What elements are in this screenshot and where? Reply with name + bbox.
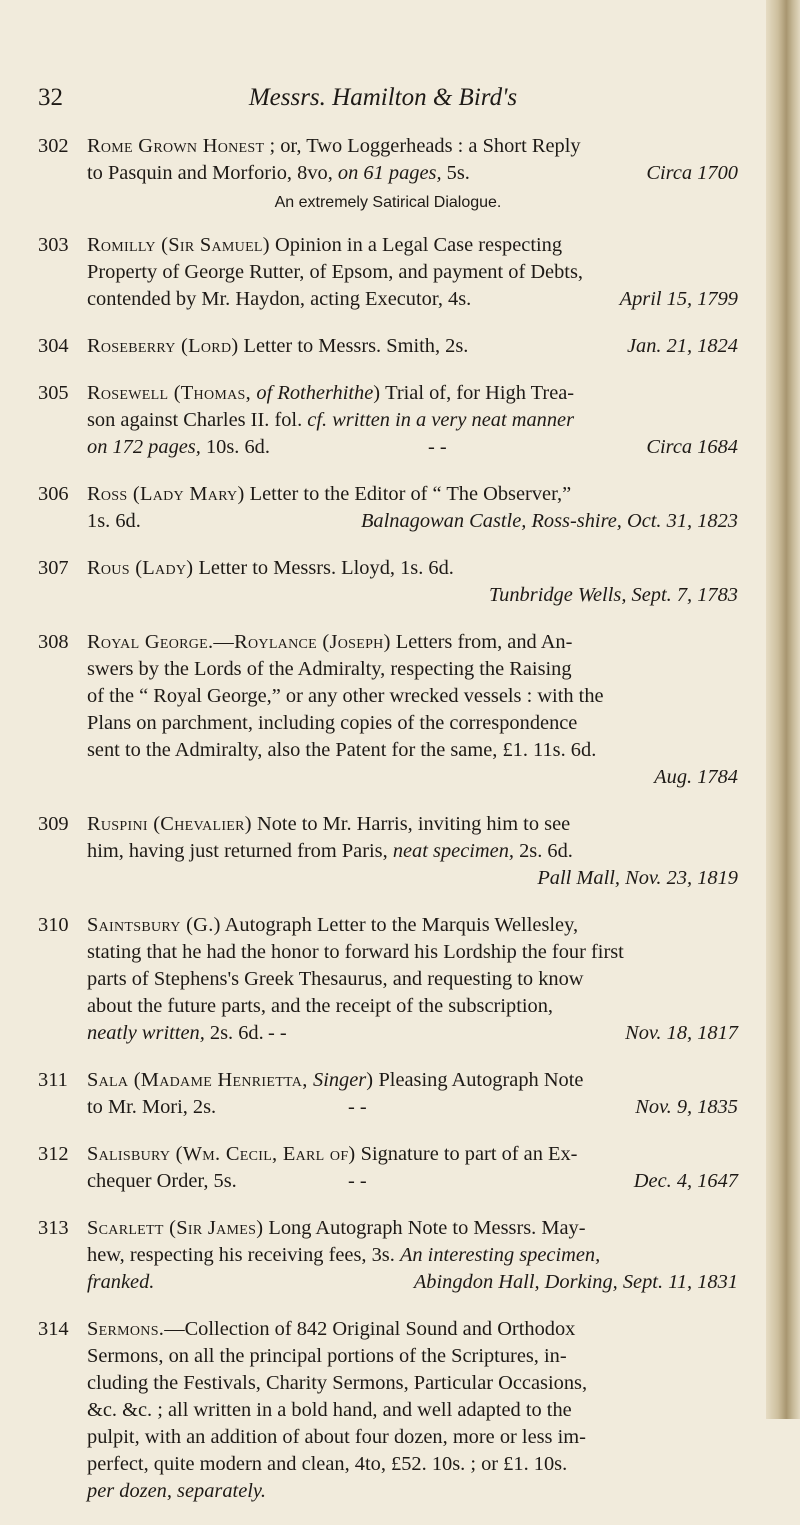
entry-date: Circa 1700 <box>646 162 738 184</box>
entry-date: Pall Mall, Nov. 23, 1819 <box>537 867 738 889</box>
entry-number: 311 <box>38 1069 68 1091</box>
catalogue-entry-304 <box>38 333 738 360</box>
catalogue-entry-303 <box>38 232 738 313</box>
entry-number: 310 <box>38 914 69 936</box>
running-title: Messrs. Hamilton & Bird's <box>248 84 518 111</box>
entry-date: Balnagowan Castle, Ross-shire, Oct. 31, 1823 <box>360 510 738 532</box>
entry-text: Letter to Messrs. Smith, 2s. <box>238 335 469 357</box>
entry-number: 314 <box>38 1318 69 1340</box>
entry-text: &c. &c. ; all written in a bold hand, and well adapted to the <box>87 1399 572 1421</box>
entry-name: Salisbury (Wm. Cecil, Earl of) <box>87 1143 356 1165</box>
entry-note: An extremely Satirical Dialogue. <box>274 194 502 211</box>
entry-text-italic: neatly written, <box>87 1022 205 1044</box>
entry-text: Letter to the Editor of “ The Observer,” <box>244 483 572 505</box>
entry-text: Plans on parchment, including copies of the correspondence <box>87 712 578 734</box>
entry-dash: - - <box>348 1170 367 1192</box>
entry-name: Rous (Lady) <box>87 557 194 579</box>
entry-text: —Collection of 842 Original Sound and Orthodox <box>164 1318 576 1340</box>
entry-text: Opinion in a Legal Case respecting <box>269 234 563 256</box>
catalogue-entry-307 <box>38 555 738 609</box>
entry-text: Letters from, and An- <box>390 631 573 653</box>
entry-name-secondary: —Roylance (Joseph) <box>213 631 391 653</box>
entry-name: Ruspini (Chevalier) <box>87 813 252 835</box>
entry-text: 5s. <box>441 162 470 184</box>
entry-text: ; or, Two Loggerheads : a Short Reply <box>264 135 581 157</box>
entry-number: 308 <box>38 631 69 653</box>
entry-text: about the future parts, and the receipt of the subscription, <box>87 995 554 1017</box>
entry-name: Ross (Lady Mary) <box>87 483 245 505</box>
entry-name-italic: of Rotherhithe <box>256 382 374 404</box>
entry-text: Long Autograph Note to Messrs. May- <box>263 1217 586 1239</box>
catalogue-entry-308 <box>38 629 738 791</box>
entry-name: Romilly (Sir Samuel) <box>87 234 270 256</box>
entry-text: perfect, quite modern and clean, 4to, £52. 10s. ; or £1. 10s. <box>87 1453 568 1475</box>
entry-number: 303 <box>38 234 69 256</box>
catalogue-entry-309 <box>38 811 738 892</box>
entry-dash: - - <box>268 1022 287 1044</box>
entry-text-italic: cf. written in a very neat manner <box>307 409 575 431</box>
entry-number: 302 <box>38 135 69 157</box>
entry-text: swers by the Lords of the Admiralty, respecting the Raising <box>87 658 572 680</box>
entry-name: Sala (Madame Henrietta, <box>87 1069 313 1091</box>
page-number: 32 <box>38 84 63 111</box>
catalogue-entry-311 <box>38 1067 738 1121</box>
entry-date: Jan. 21, 1824 <box>626 335 738 357</box>
entry-date: Circa 1684 <box>646 436 738 458</box>
entry-text: chequer Order, 5s. <box>87 1170 237 1192</box>
catalogue-entry-314 <box>38 1316 738 1505</box>
entry-text: hew, respecting his receiving fees, 3s. <box>87 1244 400 1266</box>
entry-text: Pleasing Autograph Note <box>373 1069 584 1091</box>
entry-name: Royal George. <box>87 631 214 653</box>
entry-text: 2s. 6d. <box>513 840 573 862</box>
entry-text-italic: on 61 pages, <box>337 162 442 184</box>
entry-text: cluding the Festivals, Charity Sermons, Particular Occasions, <box>87 1372 588 1394</box>
catalogue-entries <box>38 133 738 1525</box>
entry-name-italic: Singer <box>313 1069 367 1091</box>
entry-text: stating that he had the honor to forward his Lordship the four first <box>87 941 624 963</box>
entry-name-end: ) <box>366 1069 374 1091</box>
page-edge-shadow <box>766 0 800 1419</box>
catalogue-entry-305 <box>38 380 738 461</box>
entry-text-italic: neat specimen, <box>392 840 514 862</box>
entry-text: Autograph Letter to the Marquis Wellesley, <box>220 914 579 936</box>
entry-name: Scarlett (Sir James) <box>87 1217 264 1239</box>
entry-name-end: ) <box>373 382 381 404</box>
entry-text: Trial of, for High Trea- <box>380 382 575 404</box>
entry-text: 1s. 6d. <box>87 510 141 532</box>
entry-date: Tunbridge Wells, Sept. 7, 1783 <box>488 584 738 606</box>
catalogue-entry-313 <box>38 1215 738 1296</box>
entry-number: 309 <box>38 813 69 835</box>
entry-number: 312 <box>38 1143 69 1165</box>
entry-number: 306 <box>38 483 69 505</box>
entry-text: 2s. 6d. <box>204 1022 264 1044</box>
entry-dash: - - <box>348 1096 367 1118</box>
entry-date: April 15, 1799 <box>619 288 738 310</box>
entry-text: pulpit, with an addition of about four dozen, more or less im- <box>87 1426 586 1448</box>
entry-text: 10s. 6d. <box>200 436 270 458</box>
entry-text: to Pasquin and Morforio, 8vo, <box>87 162 338 184</box>
entry-number: 307 <box>38 557 69 579</box>
entry-text: Note to Mr. Harris, inviting him to see <box>251 813 571 835</box>
catalogue-entry-310 <box>38 912 738 1047</box>
entry-number: 304 <box>38 335 69 357</box>
entry-text-italic: on 172 pages, <box>87 436 201 458</box>
entry-text: sent to the Admiralty, also the Patent for the same, £1. 11s. 6d. <box>87 739 597 761</box>
entry-text: him, having just returned from Paris, <box>87 840 393 862</box>
entry-name: Rosewell (Thomas, <box>87 382 257 404</box>
entry-text: son against Charles II. fol. <box>87 409 308 431</box>
entry-text: Sermons, on all the principal portions of the Scriptures, in- <box>87 1345 567 1367</box>
entry-number: 305 <box>38 382 69 404</box>
entry-name: Saintsbury (G.) <box>87 914 221 936</box>
entry-text: to Mr. Mori, 2s. <box>87 1096 217 1118</box>
entry-text: contended by Mr. Haydon, acting Executor, 4s. <box>87 288 472 310</box>
entry-date: Aug. 1784 <box>654 766 738 788</box>
entry-date: Nov. 9, 1835 <box>635 1096 738 1118</box>
entry-date: Nov. 18, 1817 <box>625 1022 738 1044</box>
entry-name: Sermons. <box>87 1318 165 1340</box>
entry-text: Property of George Rutter, of Epsom, and payment of Debts, <box>87 261 584 283</box>
catalogue-entry-306 <box>38 481 738 535</box>
entry-text-italic: An interesting specimen, <box>399 1244 601 1266</box>
entry-text-italic: franked. <box>87 1271 155 1293</box>
catalogue-entry-312 <box>38 1141 738 1195</box>
entry-date: Dec. 4, 1647 <box>633 1170 738 1192</box>
entry-text-italic: per dozen, separately. <box>87 1480 266 1502</box>
page-header <box>0 84 766 124</box>
entry-date: Abingdon Hall, Dorking, Sept. 11, 1831 <box>413 1271 738 1293</box>
entry-text: of the “ Royal George,” or any other wrecked vessels : with the <box>87 685 604 707</box>
entry-number: 313 <box>38 1217 69 1239</box>
entry-text: parts of Stephens's Greek Thesaurus, and requesting to know <box>87 968 584 990</box>
entry-text: Letter to Messrs. Lloyd, 1s. 6d. <box>193 557 454 579</box>
entry-text: Signature to part of an Ex- <box>355 1143 578 1165</box>
entry-name: Roseberry (Lord) <box>87 335 239 357</box>
catalogue-entry-302 <box>38 133 738 212</box>
entry-name: Rome Grown Honest <box>87 135 265 157</box>
entry-dash: - - <box>428 436 447 458</box>
